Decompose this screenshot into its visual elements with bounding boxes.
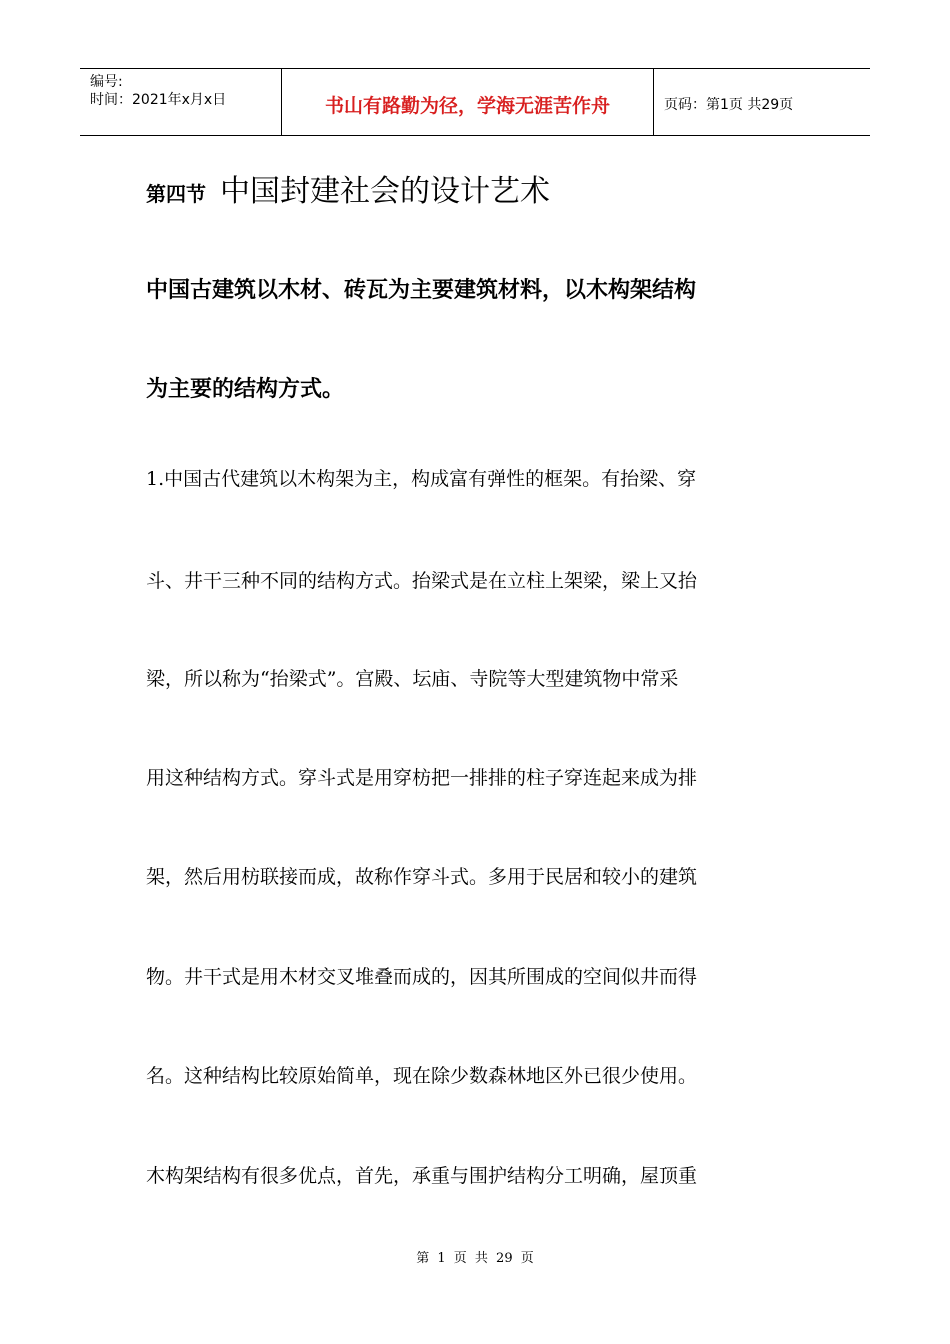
section-prefix: 第四节 xyxy=(146,182,206,206)
header-page-cell xyxy=(654,69,870,135)
page-info: 页码：第1页 共29页 xyxy=(664,97,794,113)
body-line-3: 梁，所以称为“抬梁式”。宫殿、坛庙、寺院等大型建筑物中常采 xyxy=(146,668,679,690)
body-line-2: 斗、井干三种不同的结构方式。抬梁式是在立柱上架梁，梁上又抬 xyxy=(146,570,698,592)
body-line-5: 架，然后用枋联接而成，故称作穿斗式。多用于民居和较小的建筑 xyxy=(146,866,698,888)
number-label: 编号: xyxy=(90,74,123,90)
lead-paragraph-line-1: 中国古建筑以木材、砖瓦为主要建筑材料，以木构架结构 xyxy=(146,278,697,303)
body-line-7: 名。这种结构比较原始简单，现在除少数森林地区外已很少使用。 xyxy=(146,1065,698,1087)
motto-text: 书山有路勤为径，学海无涯苦作舟 xyxy=(324,94,610,117)
document-header xyxy=(80,68,870,136)
header-meta-cell xyxy=(80,69,281,135)
body-line-1: 1.中国古代建筑以木构架为主，构成富有弹性的框架。有抬梁、穿 xyxy=(146,468,697,490)
section-heading xyxy=(146,166,550,210)
body-line-4: 用这种结构方式。穿斗式是用穿枋把一排排的柱子穿连起来成为排 xyxy=(146,767,698,789)
page-footer: 第 1 页 共 29 页 xyxy=(416,1251,534,1266)
lead-paragraph-line-2: 为主要的结构方式。 xyxy=(146,377,345,402)
time-label: 时间：2021年x月x日 xyxy=(90,92,227,108)
body-line-6: 物。井干式是用木材交叉堆叠而成的，因其所围成的空间似井而得 xyxy=(146,966,698,988)
header-motto-cell xyxy=(281,69,654,135)
body-line-8: 木构架结构有很多优点，首先，承重与围护结构分工明确，屋顶重 xyxy=(146,1165,698,1187)
section-title: 中国封建社会的设计艺术 xyxy=(220,174,550,209)
